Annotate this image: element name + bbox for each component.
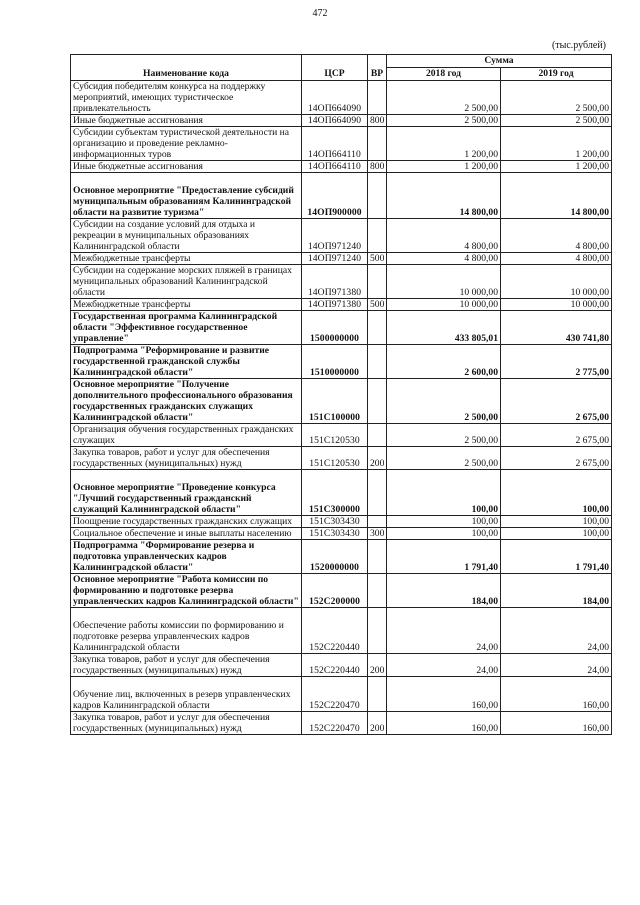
row-vr-cell — [368, 345, 387, 379]
row-csr-cell: 14ОП900000 — [302, 173, 368, 219]
row-2019-cell: 2 675,00 — [501, 447, 612, 470]
table-row — [71, 574, 612, 608]
row-2019-cell: 4 800,00 — [501, 253, 612, 265]
row-2018-cell: 100,00 — [387, 516, 501, 528]
table-row — [71, 219, 612, 253]
row-2019-cell: 1 791,40 — [501, 540, 612, 574]
row-name-cell: Основное мероприятие "Предоставление субсидий муниципальным образованиям Калининградской области на развитие туризма" — [71, 173, 302, 219]
row-name-cell: Поощрение государственных гражданских служащих — [71, 516, 302, 528]
row-name-cell: Организация обучения государственных гражданских служащих — [71, 424, 302, 447]
row-vr-cell — [368, 608, 387, 654]
table-row — [71, 516, 612, 528]
header-csr: ЦСР — [302, 55, 368, 81]
row-name-cell: Закупка товаров, работ и услуг для обеспечения государственных (муниципальных) нужд — [71, 654, 302, 677]
row-vr-cell — [368, 265, 387, 299]
table-row — [71, 161, 612, 173]
row-2019-cell: 24,00 — [501, 654, 612, 677]
row-csr-cell: 14ОП971380 — [302, 299, 368, 311]
row-vr-cell: 800 — [368, 161, 387, 173]
header-vr: ВР — [368, 55, 387, 81]
row-2018-cell: 160,00 — [387, 677, 501, 712]
row-vr-cell: 500 — [368, 253, 387, 265]
row-2018-cell: 184,00 — [387, 574, 501, 608]
row-vr-cell: 200 — [368, 654, 387, 677]
row-2018-cell: 1 200,00 — [387, 127, 501, 161]
row-vr-cell — [368, 677, 387, 712]
row-csr-cell: 152С220440 — [302, 654, 368, 677]
row-2019-cell: 100,00 — [501, 528, 612, 540]
table-body — [71, 81, 612, 735]
row-2019-cell: 10 000,00 — [501, 265, 612, 299]
row-vr-cell — [368, 540, 387, 574]
row-name-cell: Социальное обеспечение и иные выплаты населению — [71, 528, 302, 540]
row-vr-cell: 500 — [368, 299, 387, 311]
table-row — [71, 311, 612, 345]
row-name-cell: Государственная программа Калининградской области "Эффективное государственное управление" — [71, 311, 302, 345]
row-vr-cell — [368, 311, 387, 345]
table-row — [71, 677, 612, 712]
row-2018-cell: 2 500,00 — [387, 447, 501, 470]
row-name-cell: Закупка товаров, работ и услуг для обеспечения государственных (муниципальных) нужд — [71, 712, 302, 735]
header-year-2018: 2018 год — [387, 68, 501, 81]
row-csr-cell: 14ОП971240 — [302, 253, 368, 265]
row-2019-cell: 100,00 — [501, 516, 612, 528]
row-2019-cell: 2 675,00 — [501, 424, 612, 447]
row-2018-cell: 24,00 — [387, 654, 501, 677]
row-2018-cell: 2 500,00 — [387, 424, 501, 447]
row-csr-cell: 151С300000 — [302, 470, 368, 516]
table-row — [71, 265, 612, 299]
row-csr-cell: 14ОП664110 — [302, 127, 368, 161]
row-2019-cell: 10 000,00 — [501, 299, 612, 311]
row-vr-cell: 800 — [368, 115, 387, 127]
table-row — [71, 173, 612, 219]
row-vr-cell: 300 — [368, 528, 387, 540]
row-csr-cell: 151С100000 — [302, 379, 368, 424]
row-2018-cell: 14 800,00 — [387, 173, 501, 219]
row-2019-cell: 100,00 — [501, 470, 612, 516]
table-row — [71, 127, 612, 161]
row-2019-cell: 24,00 — [501, 608, 612, 654]
table-row — [71, 253, 612, 265]
row-2019-cell: 184,00 — [501, 574, 612, 608]
row-name-cell: Подпрограмма "Реформирование и развитие государственной гражданской службы Калининградской области" — [71, 345, 302, 379]
row-name-cell: Обучение лиц, включенных в резерв управленческих кадров Калининградской области — [71, 677, 302, 712]
row-csr-cell: 152С220470 — [302, 712, 368, 735]
row-2019-cell: 4 800,00 — [501, 219, 612, 253]
row-2019-cell: 2 500,00 — [501, 115, 612, 127]
row-2019-cell: 160,00 — [501, 677, 612, 712]
row-vr-cell — [368, 219, 387, 253]
row-2019-cell: 2 775,00 — [501, 345, 612, 379]
row-2018-cell: 2 500,00 — [387, 379, 501, 424]
row-2019-cell: 2 675,00 — [501, 379, 612, 424]
row-vr-cell — [368, 379, 387, 424]
row-2018-cell: 100,00 — [387, 528, 501, 540]
row-2018-cell: 2 500,00 — [387, 115, 501, 127]
row-csr-cell: 14ОП664090 — [302, 81, 368, 115]
row-vr-cell: 200 — [368, 447, 387, 470]
row-vr-cell — [368, 81, 387, 115]
row-2019-cell: 160,00 — [501, 712, 612, 735]
row-name-cell: Иные бюджетные ассигнования — [71, 115, 302, 127]
budget-table — [70, 54, 612, 735]
row-csr-cell: 152С200000 — [302, 574, 368, 608]
table-row — [71, 712, 612, 735]
table-row — [71, 81, 612, 115]
table-row — [71, 424, 612, 447]
table-row — [71, 447, 612, 470]
row-name-cell: Субсидия победителям конкурса на поддержку мероприятий, имеющих туристическое привлекательность — [71, 81, 302, 115]
page-number: 472 — [312, 8, 328, 19]
row-name-cell: Субсидии на создание условий для отдыха и рекреации в муниципальных образованиях Калининградской области — [71, 219, 302, 253]
row-2018-cell: 1 200,00 — [387, 161, 501, 173]
table-row — [71, 528, 612, 540]
row-csr-cell: 1510000000 — [302, 345, 368, 379]
header-year-2019: 2019 год — [501, 68, 612, 81]
row-name-cell: Субсидии субъектам туристической деятельности на организацию и проведение рекламно-информационных туров — [71, 127, 302, 161]
row-csr-cell: 14ОП664110 — [302, 161, 368, 173]
row-csr-cell: 151С303430 — [302, 516, 368, 528]
row-2019-cell: 430 741,80 — [501, 311, 612, 345]
row-name-cell: Основное мероприятие "Получение дополнительного профессионального образования государственных гражданских служащих Калининградской области" — [71, 379, 302, 424]
row-vr-cell — [368, 574, 387, 608]
row-name-cell: Межбюджетные трансферты — [71, 253, 302, 265]
table-row — [71, 299, 612, 311]
row-2018-cell: 100,00 — [387, 470, 501, 516]
row-name-cell: Обеспечение работы комиссии по формированию и подготовке резерва управленческих кадров Калининградской области — [71, 608, 302, 654]
header-name: Наименование кода — [71, 55, 302, 81]
row-2019-cell: 1 200,00 — [501, 127, 612, 161]
row-vr-cell — [368, 127, 387, 161]
row-name-cell: Подпрограмма "Формирование резерва и подготовка управленческих кадров Калининградской области" — [71, 540, 302, 574]
units-label: (тыс.рублей) — [551, 40, 606, 51]
row-vr-cell — [368, 173, 387, 219]
row-csr-cell: 1500000000 — [302, 311, 368, 345]
row-2018-cell: 1 791,40 — [387, 540, 501, 574]
row-2018-cell: 160,00 — [387, 712, 501, 735]
row-vr-cell — [368, 424, 387, 447]
table-row — [71, 379, 612, 424]
header-sum: Сумма — [387, 55, 612, 68]
table-row — [71, 470, 612, 516]
row-csr-cell: 151С303430 — [302, 528, 368, 540]
row-2018-cell: 2 600,00 — [387, 345, 501, 379]
row-2018-cell: 24,00 — [387, 608, 501, 654]
row-csr-cell: 1520000000 — [302, 540, 368, 574]
table-row — [71, 540, 612, 574]
row-2018-cell: 10 000,00 — [387, 299, 501, 311]
row-2019-cell: 2 500,00 — [501, 81, 612, 115]
row-2018-cell: 2 500,00 — [387, 81, 501, 115]
row-csr-cell: 14ОП971380 — [302, 265, 368, 299]
row-2018-cell: 4 800,00 — [387, 253, 501, 265]
row-csr-cell: 152С220440 — [302, 608, 368, 654]
table-row — [71, 608, 612, 654]
row-name-cell: Основное мероприятие "Работа комиссии по формированию и подготовке резерва управленческих кадров Калининградской области" — [71, 574, 302, 608]
row-vr-cell — [368, 516, 387, 528]
row-name-cell: Закупка товаров, работ и услуг для обеспечения государственных (муниципальных) нужд — [71, 447, 302, 470]
table-row — [71, 654, 612, 677]
row-csr-cell: 14ОП664090 — [302, 115, 368, 127]
row-2018-cell: 10 000,00 — [387, 265, 501, 299]
row-name-cell: Субсидии на содержание морских пляжей в границах муниципальных образований Калининградской области — [71, 265, 302, 299]
row-vr-cell: 200 — [368, 712, 387, 735]
row-vr-cell — [368, 470, 387, 516]
row-2018-cell: 433 805,01 — [387, 311, 501, 345]
row-csr-cell: 151С120530 — [302, 447, 368, 470]
row-name-cell: Межбюджетные трансферты — [71, 299, 302, 311]
row-csr-cell: 151С120530 — [302, 424, 368, 447]
row-name-cell: Иные бюджетные ассигнования — [71, 161, 302, 173]
table-row — [71, 115, 612, 127]
row-2018-cell: 4 800,00 — [387, 219, 501, 253]
row-csr-cell: 152С220470 — [302, 677, 368, 712]
table-row — [71, 345, 612, 379]
row-csr-cell: 14ОП971240 — [302, 219, 368, 253]
row-2019-cell: 14 800,00 — [501, 173, 612, 219]
row-name-cell: Основное мероприятие "Проведение конкурса "Лучший государственный гражданский служащий Калининградской области" — [71, 470, 302, 516]
row-2019-cell: 1 200,00 — [501, 161, 612, 173]
